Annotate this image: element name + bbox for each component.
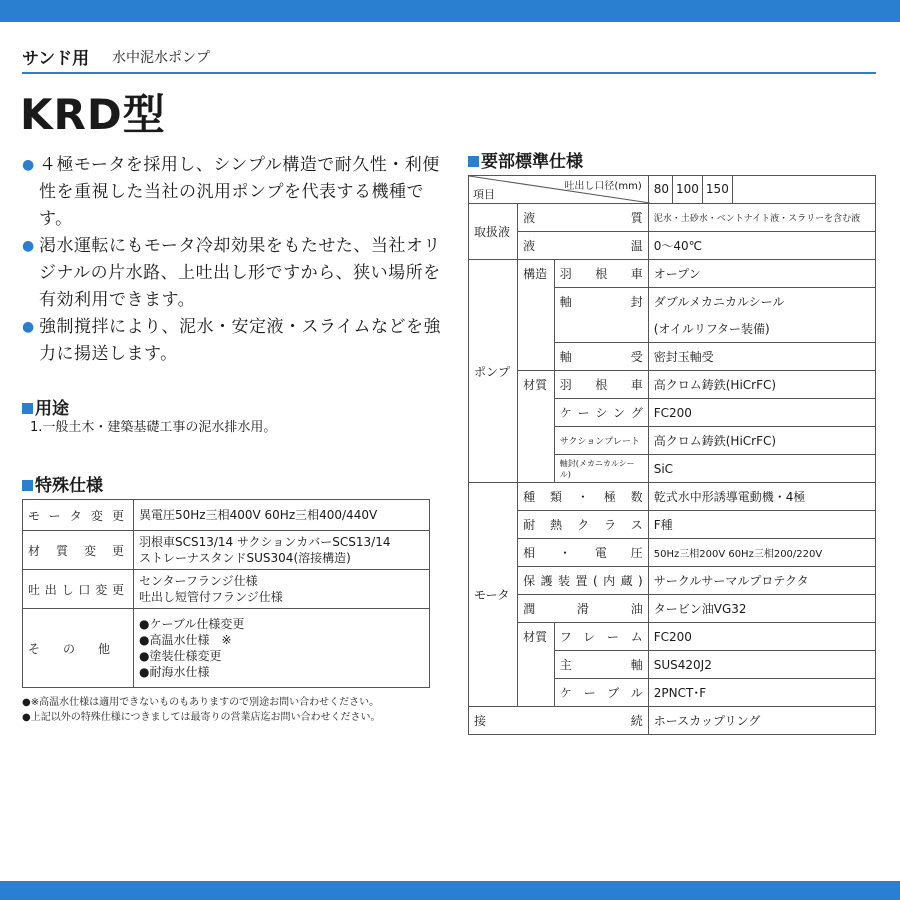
spec-value: 50Hz三相200V 60Hz三相200/220V <box>648 539 875 567</box>
table-row <box>469 623 876 651</box>
subgroup-motor-material: 材質 <box>518 623 555 707</box>
usage-heading: 用途 <box>22 394 69 419</box>
spec-value: 高クロム鋳鉄(HiCrFC) <box>648 371 875 399</box>
spec-header-cell <box>469 176 649 204</box>
table-row <box>23 609 430 688</box>
table-row <box>469 204 876 232</box>
spec-label: ケーブル <box>554 679 648 707</box>
group-pump: ポンプ <box>469 260 518 483</box>
special-label: その他 <box>23 609 134 688</box>
spec-value: FC200 <box>648 623 875 651</box>
header-rule <box>22 72 876 74</box>
feature-item: ● ４極モータを採用し、シンプル構造で耐久性・利便性を重視した当社の汎用ポンプを代表する機種です。 <box>22 152 447 233</box>
model-title: KRD型 <box>20 90 166 139</box>
spec-label: フレーム <box>554 623 648 651</box>
special-label: 吐出し口変更 <box>23 570 134 609</box>
spec-label: 保護装置(内蔵) <box>518 567 649 595</box>
spec-label: 液温 <box>518 232 649 260</box>
bottom-accent-bar <box>0 881 900 900</box>
table-row <box>469 260 876 288</box>
usage-text: 1.一般土木・建築基礎工事の泥水排水用。 <box>30 420 277 435</box>
table-row <box>23 500 430 531</box>
special-spec-heading: 特殊仕様 <box>22 471 103 496</box>
spec-label: 主軸 <box>554 651 648 679</box>
table-row <box>469 539 876 567</box>
group-handling: 取扱液 <box>469 204 518 260</box>
special-label: モータ変更 <box>23 500 134 531</box>
spec-label: 相・電圧 <box>518 539 649 567</box>
table-row <box>23 570 430 609</box>
spec-label: 軸受 <box>554 343 648 371</box>
note-line: ●※高温水仕様は適用できないものもありますので別途お問い合わせください。 <box>22 697 380 708</box>
table-row <box>469 707 876 735</box>
spec-label: サクションプレート <box>554 427 648 455</box>
spec-value: 0〜40℃ <box>648 232 875 260</box>
size-header: 吐出し口径(mm) <box>564 181 642 192</box>
spec-value: ダブルメカニカルシール <box>648 288 875 316</box>
spec-label: 接続 <box>469 707 649 735</box>
spec-value: FC200 <box>648 399 875 427</box>
special-value: 羽根車SCS13/14 サクションカバーSCS13/14 ストレーナスタンドSUS304(溶接構造) <box>134 531 430 570</box>
subgroup-material: 材質 <box>518 371 555 483</box>
spec-value: SiC <box>648 455 875 483</box>
square-bullet-icon <box>22 403 33 414</box>
table-row <box>469 176 876 204</box>
special-value: センターフランジ仕様 吐出し短管付フランジ仕様 <box>134 570 430 609</box>
table-row <box>469 371 876 399</box>
table-row <box>469 595 876 623</box>
spec-value: 高クロム鋳鉄(HiCrFC) <box>648 427 875 455</box>
spec-value: タービン油VG32 <box>648 595 875 623</box>
spec-value: 泥水・土砂水・ベントナイト液・スラリーを含む液 <box>648 204 875 232</box>
table-row <box>469 483 876 511</box>
product-subtitle: 水中泥水ポンプ <box>112 50 210 66</box>
spec-value: 密封玉軸受 <box>648 343 875 371</box>
square-bullet-icon <box>22 480 33 491</box>
note-line: ●上記以外の特殊仕様につきましては最寄りの営業店迄お問い合わせください。 <box>22 712 381 723</box>
spec-value: (オイルリフター装備) <box>648 315 875 343</box>
spec-value: サークルサーマルプロテクタ <box>648 567 875 595</box>
top-accent-bar <box>0 0 900 22</box>
spec-label: 耐熱クラス <box>518 511 649 539</box>
special-notes <box>22 695 381 725</box>
table-row <box>469 511 876 539</box>
special-label: 材質変更 <box>23 531 134 570</box>
spec-value: 乾式水中形誘導電動機・4極 <box>648 483 875 511</box>
spec-label: 軸封(メカニカルシール) <box>554 455 648 483</box>
special-value: 異電圧50Hz三相400V 60Hz三相400/440V <box>134 500 430 531</box>
special-spec-table <box>22 499 430 688</box>
spec-value: 2PNCT･F <box>648 679 875 707</box>
size-values: 80 100 150 <box>648 176 875 204</box>
subgroup-structure: 構造 <box>518 260 555 371</box>
spec-label: 軸封 <box>554 288 648 343</box>
spec-label: 羽根車 <box>554 371 648 399</box>
spec-label: 液質 <box>518 204 649 232</box>
spec-label: ケーシング <box>554 399 648 427</box>
table-row <box>469 232 876 260</box>
item-header: 項目 <box>473 188 495 201</box>
square-bullet-icon <box>468 156 479 167</box>
spec-value: F種 <box>648 511 875 539</box>
category-label: サンド用 <box>22 49 90 69</box>
group-motor: モータ <box>469 483 518 707</box>
feature-item: ● 強制撹拌により、泥水・安定液・スライムなどを強力に揚送します。 <box>22 314 447 368</box>
spec-label: 羽根車 <box>554 260 648 288</box>
feature-list <box>22 152 447 368</box>
spec-value: ホースカップリング <box>648 707 875 735</box>
special-value: ●ケーブル仕様変更 ●高温水仕様 ※ ●塗装仕様変更 ●耐海水仕様 <box>134 609 430 688</box>
table-row <box>469 567 876 595</box>
table-row <box>23 531 430 570</box>
spec-label: 種類・極数 <box>518 483 649 511</box>
spec-table <box>468 175 876 735</box>
spec-label: 潤滑油 <box>518 595 649 623</box>
spec-heading: 要部標準仕様 <box>468 147 583 172</box>
spec-value: オープン <box>648 260 875 288</box>
feature-item: ● 渇水運転にもモータ冷却効果をもたせた、当社オリジナルの片水路、上吐出し形ですから、狭い場所を有効利用できます。 <box>22 233 447 314</box>
spec-value: SUS420J2 <box>648 651 875 679</box>
